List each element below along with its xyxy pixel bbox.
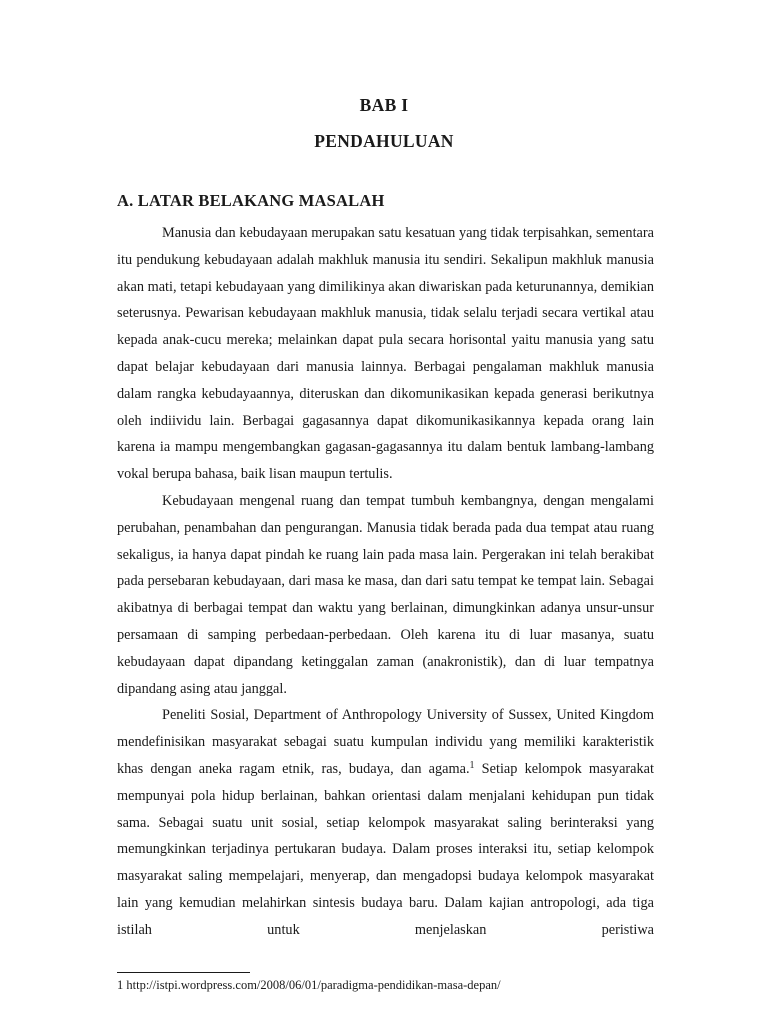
chapter-number: BAB I (359, 95, 409, 115)
paragraph-1: Manusia dan kebudayaan merupakan satu kesatuan yang tidak terpisahkan, sementara itu pendukung kebudayaan adalah makhluk manusia itu sendiri. Sekalipun makhluk manusia akan mati, tetapi kebudayaan yang dimilikinya akan diwariskan pada keturunannya, demikian seterusnya. Pewarisan kebudayaan makhluk manusia, tidak selalu terjadi secara vertikal atau kepada anak-cucu mereka; melainkan dapat pula secara horisontal yaitu manusia yang satu dapat belajar kebudayaan dari manusia lainnya. Berbagai pengalaman makhluk manusia dalam rangka kebudayaannya, diteruskan dan dikomunikasikan kepada generasi berikutnya oleh indiividu lain. Berbagai gagasannya dapat dikomunikasikannya kepada orang lain karena ia mampu mengembangkan gagasan-gagasannya itu dalam bentuk lambang-lambang vokal berupa bahasa, baik lisan maupun tertulis. (117, 225, 654, 483)
body-text (117, 220, 654, 944)
paragraph-3-text-before-ref: Peneliti Sosial, Department of Anthropology University of Sussex, United Kingdom mendefinisikan masyarakat sebagai suatu kumpulan individu yang memiliki karakteristik khas dengan aneka ragam etnik, ras, budaya, dan agama. (117, 707, 654, 777)
paragraph-2: Kebudayaan mengenal ruang dan tempat tumbuh kembangnya, dengan mengalami perubahan, penambahan dan pengurangan. Manusia tidak berada pada dua tempat atau ruang sekaligus, ia hanya dapat pindah ke ruang lain pada masa lain. Pergerakan ini telah berakibat pada persebaran kebudayaan, dari masa ke masa, dan dari satu tempat ke tempat lain. Sebagai akibatnya di berbagai tempat dan waktu yang berlainan, dimungkinkan adanya unsur-unsur persamaan di samping perbedaan-perbedaan. Oleh karena itu di luar masanya, suatu kebudayaan dapat dipandang ketinggalan zaman (anakronistik), dan di luar tempatnya dipandang asing atau janggal. (117, 492, 654, 697)
section-heading: A. LATAR BELAKANG MASALAH (117, 191, 385, 210)
footnote-separator (117, 972, 250, 973)
chapter-title: PENDAHULUAN (314, 131, 454, 151)
footnote-reference: 1 (469, 759, 475, 771)
paragraph-3 (117, 702, 654, 943)
footnote: 1 http://istpi.wordpress.com/2008/06/01/paradigma-pendidikan-masa-depan/ (117, 978, 501, 992)
paragraph-3-text-after-ref: Setiap kelompok masyarakat mempunyai pola hidup berlainan, bahkan orientasi dalam menjalani kehidupan pun tidak sama. Sebagai suatu unit sosial, setiap kelompok masyarakat saling berinteraksi yang memungkinkan terjadinya pertukaran budaya. Dalam proses interaksi itu, setiap kelompok masyarakat saling mempelajari, menyerap, dan mengadopsi budaya kelompok masyarakat lain yang kemudian melahirkan sintesis budaya baru. Dalam kajian antropologi, ada tiga istilah untuk menjelaskan peristiwa (117, 760, 654, 938)
